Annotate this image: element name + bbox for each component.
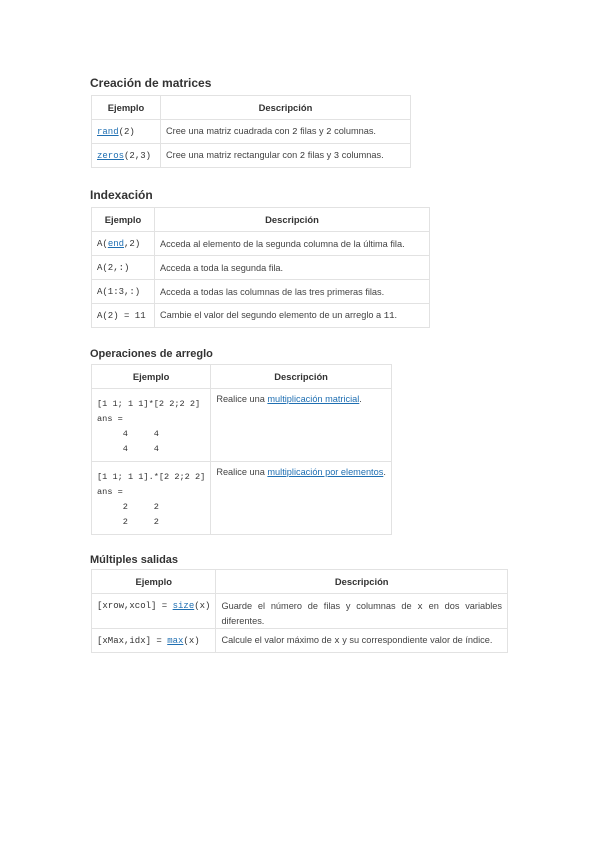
- description-cell: Acceda a toda la segunda fila.: [155, 256, 430, 280]
- table-row: [92, 594, 508, 629]
- elementwise-multiplication-link[interactable]: multiplicación por elementos: [267, 467, 384, 477]
- table-row: [92, 144, 411, 168]
- example-cell: A(1:3,:): [92, 280, 155, 304]
- section-title-array-operations: Operaciones de arreglo: [90, 348, 213, 360]
- example-cell: A(2) = 11: [92, 304, 155, 328]
- max-link[interactable]: max: [167, 635, 184, 646]
- example-cell: [92, 462, 211, 535]
- table-row: [92, 629, 508, 653]
- section-title-indexing: Indexación: [90, 188, 153, 202]
- table-row: [92, 389, 392, 462]
- description-cell: Realice una multiplicación matricial.: [211, 389, 392, 462]
- table-row: [92, 280, 430, 304]
- section-title-multiple-outputs: Múltiples salidas: [90, 554, 179, 566]
- end-link[interactable]: end: [107, 238, 125, 249]
- multiple-outputs-table: [91, 569, 508, 653]
- table-row: [92, 120, 411, 144]
- example-cell: A(end,2): [92, 232, 155, 256]
- indexing-table: [91, 207, 430, 328]
- description-cell: Acceda al elemento de la segunda columna de la última fila.: [155, 232, 430, 256]
- table-row: [92, 256, 430, 280]
- description-cell: Guarde el número de filas y columnas de x en dos variables diferentes.: [216, 594, 508, 629]
- size-link[interactable]: size: [172, 601, 195, 611]
- code-block: [1 1; 1 1]*[2 2;2 2] ans = 4 4 4 4: [97, 399, 201, 454]
- example-cell: zeros(2,3): [92, 144, 161, 168]
- example-cell: [xMax,idx] = max(x): [92, 629, 216, 653]
- rand-link[interactable]: rand: [97, 126, 119, 137]
- description-cell: Calcule el valor máximo de x y su correspondiente valor de índice.: [216, 629, 508, 653]
- description-cell: Realice una multiplicación por elementos.: [211, 462, 392, 535]
- example-cell: A(2,:): [92, 256, 155, 280]
- code-block: [1 1; 1 1].*[2 2;2 2] ans = 2 2 2 2: [97, 472, 206, 527]
- description-cell: Acceda a todas las columnas de las tres primeras filas.: [155, 280, 430, 304]
- description-cell: Cambie el valor del segundo elemento de un arreglo a 11.: [155, 304, 430, 328]
- array-operations-table: [91, 364, 392, 535]
- matrix-creation-table: [91, 95, 411, 168]
- zeros-link[interactable]: zeros: [97, 150, 125, 161]
- header-example: Ejemplo: [92, 208, 155, 232]
- example-cell: [92, 389, 211, 462]
- description-cell: Cree una matriz cuadrada con 2 filas y 2 columnas.: [161, 120, 411, 144]
- example-cell: rand(2): [92, 120, 161, 144]
- table-row: [92, 304, 430, 328]
- table-row: [92, 232, 430, 256]
- header-description: Descripción: [216, 570, 508, 594]
- description-cell: Cree una matriz rectangular con 2 filas y 3 columnas.: [161, 144, 411, 168]
- header-example: Ejemplo: [92, 570, 216, 594]
- header-description: Descripción: [161, 96, 411, 120]
- example-cell: [xrow,xcol] = size(x): [92, 594, 216, 629]
- header-description: Descripción: [155, 208, 430, 232]
- header-description: Descripción: [211, 365, 392, 389]
- header-example: Ejemplo: [92, 96, 161, 120]
- matrix-multiplication-link[interactable]: multiplicación matricial: [267, 394, 360, 404]
- section-title-matrix-creation: Creación de matrices: [90, 76, 212, 90]
- table-row: [92, 462, 392, 535]
- header-example: Ejemplo: [92, 365, 211, 389]
